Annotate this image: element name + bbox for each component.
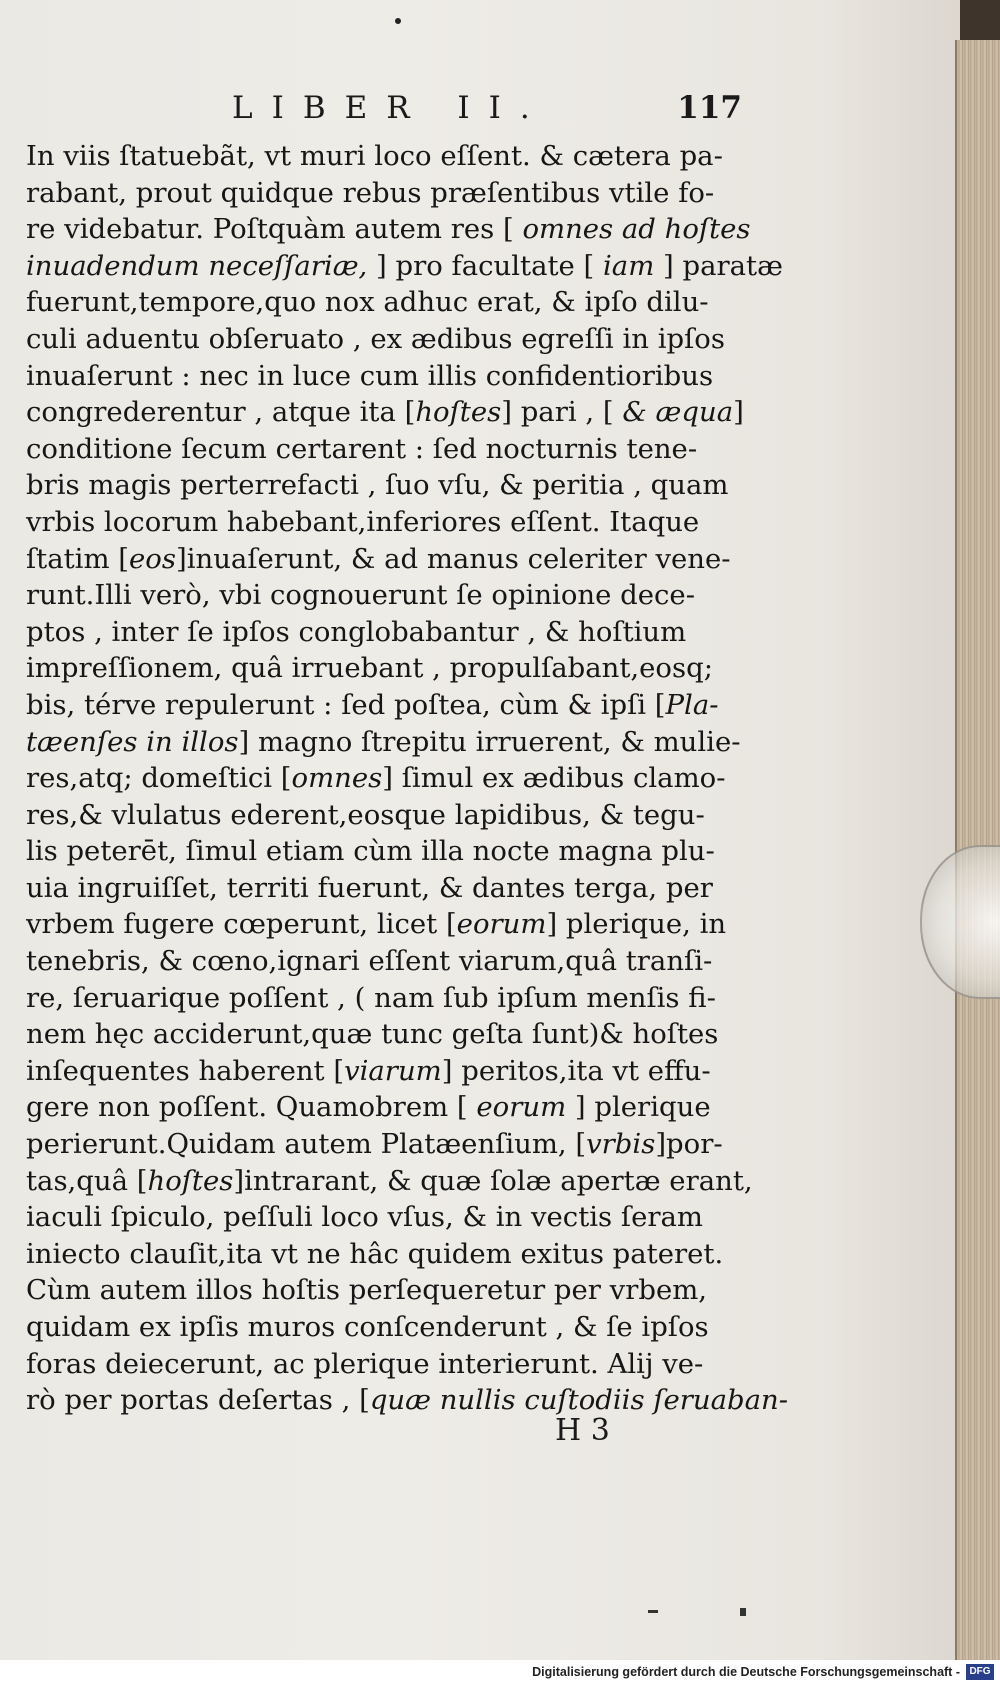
text-line [26,906,746,943]
text-segment: rabant, prout quidque rebus præſentibus vtile fo- [26,176,715,209]
text-line [26,175,746,212]
text-line [26,248,783,285]
text-segment: ] magno ſtrepitu irruerent, & mulie- [238,725,741,758]
text-segment: gere non poſſent. Quamobrem [ [26,1091,477,1124]
text-line [26,211,751,248]
italic-segment: vrbis [586,1128,656,1161]
signature-mark: H 3 [555,1413,610,1448]
text-segment: ptos , inter ſe ipſos conglobabantur , & hoſtium [26,615,687,648]
funding-credit: Digitalisierung gefördert durch die Deutsche Forschungsgemeinschaft - [532,1665,960,1679]
text-segment: In viis ſtatuebãt, vt muri loco eſſent. & cætera pa- [26,140,723,172]
italic-segment: iam [603,249,655,282]
text-line [26,1163,753,1200]
text-line [26,1016,746,1053]
text-line [26,870,746,907]
text-line [26,138,746,175]
italic-segment: hoſtes [147,1164,234,1197]
ink-mark [648,1610,658,1613]
text-segment: nem hęc acciderunt,quæ tunc geſta ſunt)& hoſtes [26,1018,719,1051]
text-segment: tenebris, & cœno,ignari eſſent viarum,quâ tranſi- [26,945,713,978]
text-line [26,614,746,651]
text-line [26,321,746,358]
text-segment: ] paratæ [654,249,783,282]
text-segment: bis, térve repulerunt : ſed poſtea, cùm & ipſi [ [26,688,666,721]
text-segment: rò per portas deſertas , [ [26,1384,370,1417]
text-line [26,724,746,761]
text-segment: ]por- [655,1128,723,1161]
text-line [26,1382,789,1419]
text-line [26,797,746,834]
text-line [26,284,746,321]
text-segment: re, ſeruarique poſſent , ( nam ſub ipſum menſis fi- [26,981,716,1014]
text-segment: runt.Illi verò, vbi cognouerunt ſe opinione dece- [26,579,695,612]
text-line [26,541,746,578]
text-segment: ] plerique [566,1091,711,1124]
text-segment: re videbatur. Poſtquàm autem res [ [26,213,523,246]
text-line [26,1272,746,1309]
text-segment: congrederentur , atque ita [ [26,396,416,429]
text-line [26,1309,746,1346]
italic-segment: Pla- [665,688,719,721]
text-segment: vrbis locorum habebant,inferiores eſſent. Itaque [26,505,700,538]
italic-segment: eorum [456,908,547,941]
text-line [26,1089,746,1126]
text-line [26,577,746,614]
dfg-logo-icon: DFG [966,1664,994,1680]
text-segment: bris magis perterrefacti , ſuo vſu, & peritia , quam [26,469,729,502]
text-segment: foras deiecerunt, ac plerique interierunt. Alij ve- [26,1347,704,1380]
text-segment: ]intrarant, & quæ ſolæ apertæ erant, [233,1164,753,1197]
text-line [26,943,746,980]
text-line [26,431,746,468]
ink-dot [395,18,401,24]
italic-segment: eos [129,542,176,575]
italic-segment: viarum [344,1054,442,1087]
italic-segment: omnes ad hoſtes [522,213,751,246]
italic-segment: & æqua [622,396,734,429]
text-segment: uia ingruiſſet, territi fuerunt, & dantes terga, per [26,871,713,904]
text-segment: ] ſimul ex ædibus clamo- [382,762,726,795]
page-number: 117 [677,90,742,126]
text-line [26,1053,746,1090]
page-header [232,90,742,130]
text-line [26,1346,746,1383]
text-segment: ] [733,396,744,429]
text-line [26,504,746,541]
text-segment: quidam ex ipſis muros conſcenderunt , & ſe ipſos [26,1311,709,1343]
italic-segment: inuadendum neceſſariæ, [26,249,368,282]
text-line [26,358,746,395]
text-line [26,394,746,431]
text-segment: lis peterēt, ſimul etiam cùm illa nocte magna plu- [26,835,715,868]
text-segment: res,atq; domeſtici [ [26,762,292,795]
running-title: LIBER II. [232,90,549,126]
credit-bar [0,1660,1000,1687]
body-text [26,138,789,1419]
text-line [26,833,746,870]
text-segment: inſequentes haberent [ [26,1054,345,1087]
text-segment: ] peritos,ita vt effu- [441,1054,711,1087]
text-segment: ]inuaſerunt, & ad manus celeriter vene- [175,542,731,575]
text-line [26,760,746,797]
text-segment: ſtatim [ [26,542,130,575]
text-segment: conditione ſecum certarent : ſed nocturnis tene- [26,432,698,465]
text-segment: res,& vlulatus ederent,eosque lapidibus, & tegu- [26,798,705,831]
text-segment: Cùm autem illos hoſtis perſequeretur per vrbem, [26,1274,708,1307]
text-line [26,1199,746,1236]
text-segment: perierunt.Quidam autem Platæenſium, [ [26,1128,587,1161]
text-line [26,1126,746,1163]
text-segment: fuerunt,tempore,quo nox adhuc erat, & ipſo dilu- [26,286,709,319]
text-segment: ] plerique, in [546,908,727,941]
text-line [26,1236,746,1273]
text-segment: iaculi ſpiculo, peſſuli loco vſus, & in vectis ſeram [26,1201,703,1234]
text-segment: culi aduentu obſeruato , ex ædibus egreſſi in ipſos [26,322,725,355]
background-top-right [960,0,1000,42]
ink-mark [740,1608,746,1616]
text-segment: ] pari , [ [501,396,623,429]
text-segment: impreſſionem, quâ irruebant , propulſabant,eosq; [26,652,713,685]
text-line [26,980,746,1017]
text-line [26,687,746,724]
text-segment: tas,quâ [ [26,1164,148,1197]
text-line [26,650,746,687]
italic-segment: eorum [476,1091,567,1124]
text-segment: iniecto clauſit,ita vt ne hâc quidem exitus pateret. [26,1237,724,1270]
text-segment: ] pro facultate [ [367,249,604,282]
italic-segment: tæenſes in illos [26,725,239,758]
text-segment: inuaſerunt : nec in luce cum illis confidentioribus [26,359,714,392]
italic-segment: omnes [291,762,383,795]
italic-segment: hoſtes [415,396,502,429]
text-line [26,467,746,504]
italic-segment: quæ nullis cuſtodiis ſeruaban- [369,1384,789,1417]
text-segment: vrbem fugere cœperunt, licet [ [26,908,457,941]
